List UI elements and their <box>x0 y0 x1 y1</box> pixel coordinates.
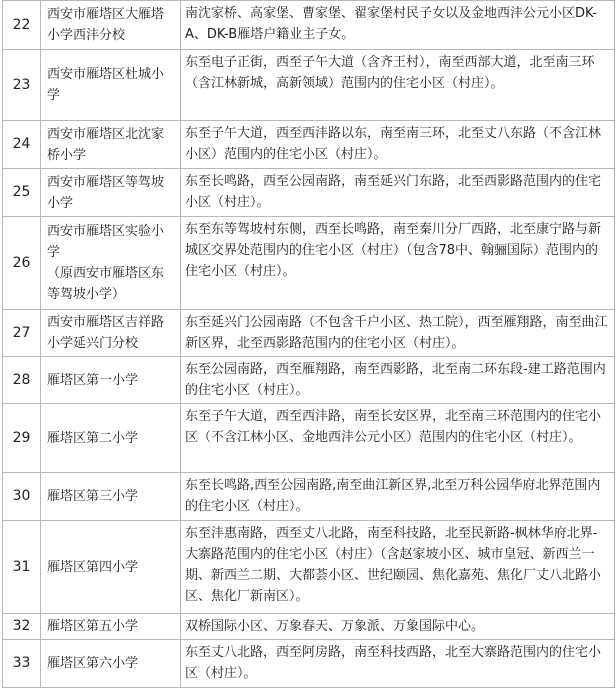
table-row <box>3 521 615 614</box>
school-name: 雁塔区第五小学 <box>41 614 181 640</box>
row-number: 25 <box>3 169 41 217</box>
district-area: 双桥国际小区、万象春天、万象派、万象国际中心。 <box>181 614 615 640</box>
school-name: 雁塔区第一小学 <box>41 357 181 404</box>
district-area: 东至公园南路，西至雁翔路，南至西影路，北至南二环东段-建工路范围内的住宅小区（村庄）。 <box>181 357 615 404</box>
row-number: 23 <box>3 50 41 121</box>
school-name: 雁塔区第四小学 <box>41 521 181 614</box>
row-number: 29 <box>3 404 41 473</box>
school-name: 西安市雁塔区北沈家桥小学 <box>41 121 181 169</box>
district-area: 南沈家桥、高家堡、曹家堡、翟家堡村民子女以及金地西沣公元小区DK-A、DK-B雁塔户籍业主子女。 <box>181 1 615 50</box>
row-number: 33 <box>3 640 41 688</box>
district-area: 东至长鸣路,西至公园南路,南至曲江新区界,北至万科公园华府北界范围内的住宅小区（村庄）。 <box>181 473 615 521</box>
table-row <box>3 404 615 473</box>
school-name: 西安市雁塔区实验小学 <box>47 224 165 260</box>
row-number: 27 <box>3 310 41 357</box>
school-former-name: （原西安市雁塔区东等驾坡小学） <box>47 266 165 302</box>
school-name: 西安市雁塔区吉祥路小学延兴门分校 <box>41 310 181 357</box>
district-area: 东至长鸣路，西至公园南路，南至延兴门东路，北至西影路范围内的住宅小区（村庄）。 <box>181 169 615 217</box>
school-name-cell <box>41 217 181 310</box>
table-row <box>3 473 615 521</box>
table-row <box>3 357 615 404</box>
district-area: 东至电子正街，西至子午大道（含齐王村），南至西部大道，北至南三环（含江林新城，高新领域）范围内的住宅小区（村庄）。 <box>181 50 615 121</box>
district-area: 东至沣惠南路，西至丈八北路，南至科技路，北至民新路-枫林华府北界-大寨路范围内的住宅小区（村庄）（含赵家坡小区、城市皇冠、新西兰一期、新西兰二期、大都荟小区、世纪颐园、焦化嘉苑、焦化厂丈八北路小区、焦化厂新南区）。 <box>181 521 615 614</box>
table-row <box>3 640 615 688</box>
district-area: 东至丈八北路，西至阿房路，南至科技西路，北至大寨路范围内的住宅小区（村庄）。 <box>181 640 615 688</box>
district-area: 东至延兴门公园南路（不包含千户小区、热工院），西至雁翔路，南至曲江新区界，北至西影路范围内的住宅小区（村庄）。 <box>181 310 615 357</box>
table-row <box>3 121 615 169</box>
row-number: 22 <box>3 1 41 50</box>
district-area: 东至子午大道，西至西沣路，南至长安区界，北至南三环范围内的住宅小区（不含江林小区、金地西沣公元小区）范围内的住宅小区（村庄）。 <box>181 404 615 473</box>
table-row <box>3 310 615 357</box>
school-name: 西安市雁塔区杜城小学 <box>41 50 181 121</box>
school-name: 西安市雁塔区大雁塔小学西沣分校 <box>41 1 181 50</box>
row-number: 30 <box>3 473 41 521</box>
table-row <box>3 50 615 121</box>
table-row <box>3 614 615 640</box>
row-number: 32 <box>3 614 41 640</box>
district-area: 东至东等驾坡村东侧，西至长鸣路，南至秦川分厂西路，北至康宁路与新城区交界处范围内的住宅小区（村庄）（包含78中、翰骊国际）范围内的住宅小区（村庄）。 <box>181 217 615 310</box>
school-name: 雁塔区第六小学 <box>41 640 181 688</box>
row-number: 24 <box>3 121 41 169</box>
row-number: 26 <box>3 217 41 310</box>
district-area: 东至子午大道，西至西沣路以东，南至南三环，北至丈八东路（不含江林小区）范围内的住宅小区（村庄）。 <box>181 121 615 169</box>
table-row <box>3 1 615 50</box>
table-row <box>3 217 615 310</box>
table-row <box>3 169 615 217</box>
school-name: 雁塔区第三小学 <box>41 473 181 521</box>
row-number: 28 <box>3 357 41 404</box>
school-name: 西安市雁塔区等驾坡小学 <box>41 169 181 217</box>
school-name: 雁塔区第二小学 <box>41 404 181 473</box>
school-district-table <box>2 0 615 688</box>
row-number: 31 <box>3 521 41 614</box>
